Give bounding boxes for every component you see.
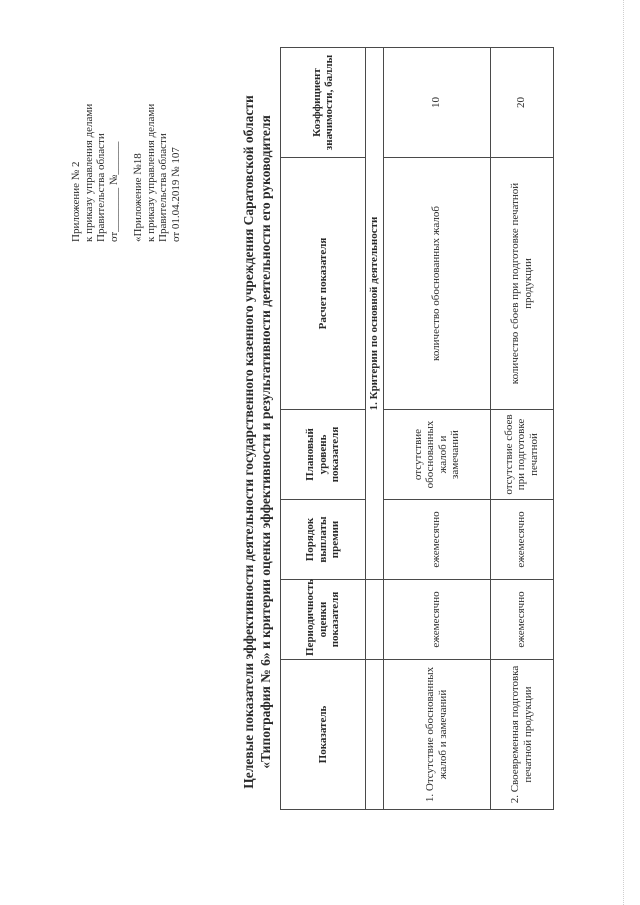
table-cell: 20	[490, 48, 553, 158]
table-header-row	[281, 48, 366, 810]
column-header: Порядок выплаты премии	[281, 500, 366, 580]
column-header: Периодичность оценки показателя	[281, 580, 366, 660]
table-row	[490, 48, 553, 810]
criteria-table	[280, 47, 554, 810]
title-line-1: Целевые показатели эффективности деятельности государственного казенного учреждения Саратовской области	[241, 95, 256, 789]
document-title	[240, 42, 274, 842]
table-cell: отсутствие обоснованных жалоб и замечаний	[383, 410, 490, 500]
previous-appendix-line: к приказу управления делами	[144, 103, 157, 242]
table-row	[383, 48, 490, 810]
section-row	[366, 48, 384, 810]
table-cell: ежемесячно	[383, 580, 490, 660]
previous-appendix-line: Правительства области	[157, 133, 169, 242]
column-header: Плановый уровень показателя	[281, 410, 366, 500]
table-cell: ежемесячно	[490, 580, 553, 660]
previous-appendix-line: от 01.04.2019 № 107	[169, 147, 182, 242]
table-cell: количество сбоев при подготовке печатной продукции	[490, 158, 553, 410]
table-cell: ежемесячно	[383, 500, 490, 580]
header-block	[70, 42, 182, 242]
table-cell: 1. Отсутствие обоснованных жалоб и замечаний	[383, 660, 490, 810]
rotated-page	[40, 42, 600, 862]
appendix-line: Приложение № 2	[70, 161, 82, 242]
table-cell: ежемесячно	[490, 500, 553, 580]
title-line-2: «Типография № 6» и критерии оценки эффективности и результативности деятельности его руководителя	[258, 115, 273, 769]
section-title: 1. Критерии по основной деятельности	[366, 48, 384, 580]
table-cell: 2. Своевременная подготовка печатной продукции	[490, 660, 553, 810]
table-cell: количество обоснованных жалоб	[383, 158, 490, 410]
appendix-line: от________ №______	[107, 141, 120, 242]
column-header: Коэффициент значимости, баллы	[281, 48, 366, 158]
previous-appendix-line: «Приложение №18	[132, 153, 144, 242]
column-header: Расчет показателя	[281, 158, 366, 410]
table-cell: 10	[383, 48, 490, 158]
appendix-line: к приказу управления делами	[82, 103, 95, 242]
column-header: Показатель	[281, 660, 366, 810]
table-cell: отсутствие сбоев при подготовке печатной	[490, 410, 553, 500]
appendix-line: Правительства области	[95, 133, 107, 242]
page-edge-line	[623, 0, 624, 905]
